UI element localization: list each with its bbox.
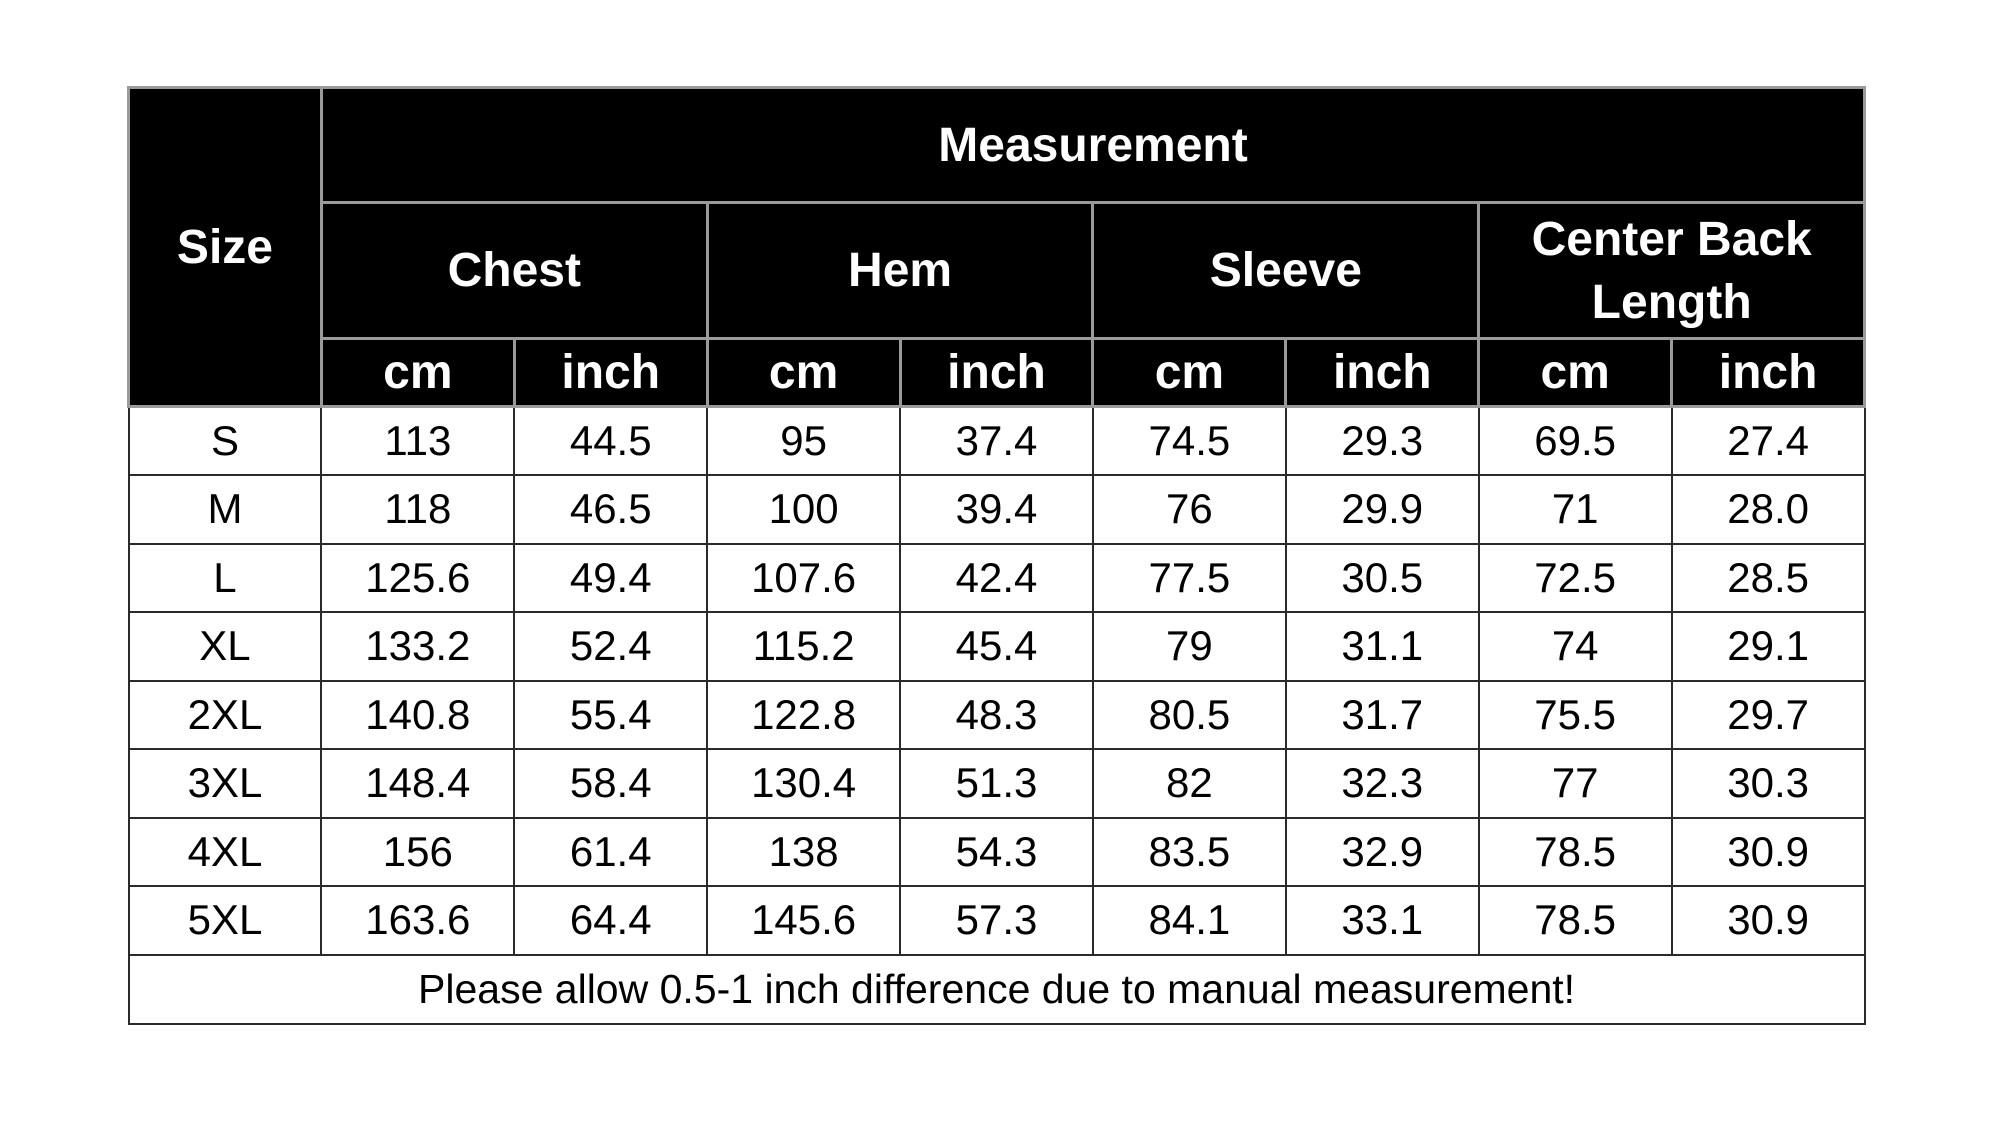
size-cell: 5XL [129,886,322,955]
table-cell: 163.6 [321,886,514,955]
table-cell: 28.5 [1672,544,1865,613]
sleeve-header: Sleeve [1093,203,1479,339]
size-chart-table [127,86,1866,1025]
center-back-length-header: Center Back Length [1479,203,1865,339]
table-cell: 80.5 [1093,681,1286,750]
size-cell: S [129,407,322,476]
table-cell: 148.4 [321,749,514,818]
table-cell: 31.7 [1286,681,1479,750]
table-cell: 37.4 [900,407,1093,476]
table-cell: 138 [707,818,900,887]
table-cell: 140.8 [321,681,514,750]
table-cell: 84.1 [1093,886,1286,955]
table-cell: 71 [1479,475,1672,544]
table-cell: 74 [1479,612,1672,681]
table-cell: 33.1 [1286,886,1479,955]
table-cell: 125.6 [321,544,514,613]
table-row [129,818,1865,887]
table-cell: 32.3 [1286,749,1479,818]
table-row [129,475,1865,544]
size-cell: XL [129,612,322,681]
size-cell: M [129,475,322,544]
table-cell: 61.4 [514,818,707,887]
table-cell: 29.1 [1672,612,1865,681]
size-cell: 4XL [129,818,322,887]
size-cell: 3XL [129,749,322,818]
table-row [129,749,1865,818]
table-cell: 72.5 [1479,544,1672,613]
table-cell: 122.8 [707,681,900,750]
table-cell: 82 [1093,749,1286,818]
chest-header: Chest [321,203,707,339]
table-cell: 49.4 [514,544,707,613]
table-cell: 100 [707,475,900,544]
table-body [129,407,1865,1024]
table-cell: 118 [321,475,514,544]
table-cell: 130.4 [707,749,900,818]
table-row [129,886,1865,955]
table-cell: 95 [707,407,900,476]
table-cell: 57.3 [900,886,1093,955]
unit-header: cm [321,339,514,407]
size-cell: L [129,544,322,613]
table-cell: 64.4 [514,886,707,955]
table-cell: 107.6 [707,544,900,613]
size-cell: 2XL [129,681,322,750]
table-cell: 74.5 [1093,407,1286,476]
table-cell: 133.2 [321,612,514,681]
unit-header: inch [1286,339,1479,407]
table-cell: 29.7 [1672,681,1865,750]
table-cell: 52.4 [514,612,707,681]
table-cell: 55.4 [514,681,707,750]
table-cell: 29.3 [1286,407,1479,476]
table-cell: 78.5 [1479,818,1672,887]
unit-header: inch [1672,339,1865,407]
note-row [129,955,1865,1024]
hem-header: Hem [707,203,1093,339]
unit-header: cm [707,339,900,407]
table-cell: 45.4 [900,612,1093,681]
measurement-header: Measurement [321,88,1864,203]
table-cell: 79 [1093,612,1286,681]
table-cell: 78.5 [1479,886,1672,955]
table-cell: 76 [1093,475,1286,544]
table-row [129,612,1865,681]
table-cell: 156 [321,818,514,887]
table-cell: 75.5 [1479,681,1672,750]
table-cell: 31.1 [1286,612,1479,681]
table-cell: 32.9 [1286,818,1479,887]
size-column-header: Size [129,88,322,407]
unit-header: inch [514,339,707,407]
table-cell: 145.6 [707,886,900,955]
table-cell: 77.5 [1093,544,1286,613]
table-cell: 83.5 [1093,818,1286,887]
unit-header: cm [1479,339,1672,407]
table-cell: 27.4 [1672,407,1865,476]
table-row [129,544,1865,613]
table-cell: 48.3 [900,681,1093,750]
table-cell: 51.3 [900,749,1093,818]
unit-header: inch [900,339,1093,407]
measurement-note: Please allow 0.5-1 inch difference due to manual measurement! [129,955,1865,1024]
table-cell: 115.2 [707,612,900,681]
table-cell: 77 [1479,749,1672,818]
table-cell: 44.5 [514,407,707,476]
table-cell: 39.4 [900,475,1093,544]
table-cell: 69.5 [1479,407,1672,476]
unit-header: cm [1093,339,1286,407]
table-cell: 58.4 [514,749,707,818]
table-header [129,88,1865,407]
table-cell: 28.0 [1672,475,1865,544]
table-cell: 113 [321,407,514,476]
table-row [129,681,1865,750]
table-cell: 30.3 [1672,749,1865,818]
table-cell: 30.9 [1672,886,1865,955]
table-cell: 30.9 [1672,818,1865,887]
table-cell: 42.4 [900,544,1093,613]
table-cell: 30.5 [1286,544,1479,613]
table-cell: 46.5 [514,475,707,544]
table-row [129,407,1865,476]
table-cell: 54.3 [900,818,1093,887]
table-cell: 29.9 [1286,475,1479,544]
